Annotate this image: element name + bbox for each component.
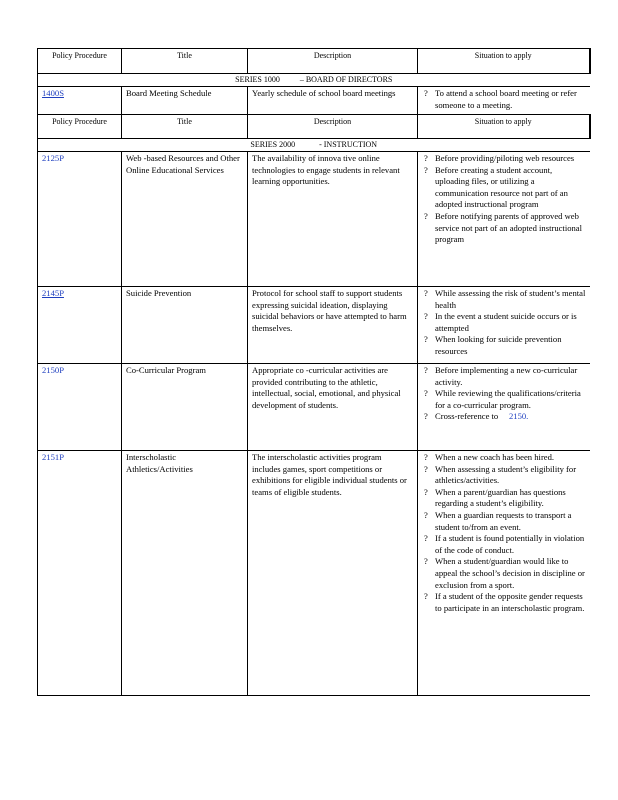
policy-code-link[interactable]: 2125P [42, 153, 64, 163]
table-row [38, 287, 590, 364]
bullet-glyph: ? [424, 533, 428, 544]
policy-description: Protocol for school staff to support students expressing suicidal ideation, displaying suicidal behaviors or have attempted to harm themselves. [248, 287, 418, 364]
situation-text: When a parent/guardian has questions regarding a student’s eligibility. [435, 486, 566, 509]
bullet-glyph: ? [424, 288, 428, 298]
policy-situations [418, 451, 590, 696]
situation-text: When looking for suicide prevention resources [435, 334, 562, 356]
policy-description: Yearly schedule of school board meetings [248, 87, 418, 115]
policy-description: The interscholastic activities program includes games, sport competitions or exhibitions for eligible individual students or teams of eligible students. [248, 451, 418, 696]
bullet-glyph: ? [424, 411, 428, 422]
policy-code-cell [38, 287, 122, 364]
situation-list [422, 365, 586, 423]
cross-reference-link[interactable]: 2150. [508, 411, 529, 422]
situation-text: While reviewing the qualifications/criteria for a co-curricular program. [435, 388, 581, 410]
situation-text: Cross-reference to [435, 411, 499, 422]
policy-code-link[interactable]: 1400S [42, 88, 64, 98]
situation-item [422, 365, 586, 388]
series-label: SERIES 1000 [235, 75, 280, 84]
policy-situations [418, 364, 590, 451]
situation-text: Before providing/piloting web resources [435, 153, 575, 163]
situation-text: While assessing the risk of student’s mental health [435, 288, 586, 310]
series-row [38, 139, 590, 152]
policy-code-link[interactable]: 2151P [42, 452, 64, 462]
series-name: BOARD OF DIRECTORS [305, 75, 393, 84]
situation-item [422, 510, 586, 533]
table-row [38, 364, 590, 451]
situation-list [422, 88, 586, 111]
bullet-glyph: ? [424, 164, 428, 175]
situation-text: When assessing a student’s eligibility for athletics/activities. [435, 463, 577, 486]
policy-title: Board Meeting Schedule [122, 87, 248, 115]
header-description: Description [248, 49, 418, 74]
policy-code-link[interactable]: 2145P [42, 288, 64, 298]
header-situation: Situation to apply [418, 49, 590, 74]
table-row [38, 451, 590, 696]
situation-item [422, 556, 586, 591]
situation-list [422, 288, 586, 358]
series-label: SERIES 2000 [250, 140, 296, 149]
policy-description: Appropriate co -curricular activities are provided contributing to the athletic, intellectual, social, emotional, and physical development of students. [248, 364, 418, 451]
situation-item [422, 288, 586, 311]
policy-table-page [37, 48, 589, 696]
policy-situations [418, 152, 590, 287]
situation-text: When a new coach has been hired. [435, 452, 555, 462]
situation-list [422, 452, 586, 614]
bullet-glyph: ? [424, 509, 428, 520]
situation-item [422, 464, 586, 487]
policy-situations [418, 287, 590, 364]
bullet-glyph: ? [424, 210, 428, 221]
policy-situations [418, 87, 590, 115]
situation-list [422, 153, 586, 246]
situation-item [422, 165, 586, 211]
bullet-glyph: ? [424, 388, 428, 399]
policy-table [37, 48, 591, 696]
bullet-glyph: ? [424, 591, 428, 602]
situation-item [422, 591, 586, 614]
situation-text: Before creating a student account, uploading files, or utilizing a communication resource not part of an adopted instructional program [435, 164, 568, 210]
bullet-glyph: ? [424, 486, 428, 497]
situation-item [422, 411, 586, 423]
header-description: Description [248, 115, 418, 139]
situation-item [422, 487, 586, 510]
policy-title: Co-Curricular Program [122, 364, 248, 451]
series-heading [38, 74, 590, 87]
series-dash: – [299, 75, 304, 84]
situation-item [422, 533, 586, 556]
situation-text: In the event a student suicide occurs or is attempted [435, 311, 577, 333]
policy-title: Suicide Prevention [122, 287, 248, 364]
table-header-row [38, 49, 590, 74]
policy-title: Interscholastic Athletics/Activities [122, 451, 248, 696]
table-row [38, 87, 590, 115]
bullet-glyph: ? [424, 452, 428, 462]
situation-text: If a student is found potentially in violation of the code of conduct. [435, 533, 585, 555]
bullet-glyph: ? [424, 311, 428, 322]
bullet-glyph: ? [424, 463, 428, 474]
situation-text: When a student/guardian would like to appeal the school’s decision in discipline or exclusion from a sport. [435, 556, 585, 590]
situation-item [422, 334, 586, 357]
policy-title: Web -based Resources and Other Online Educational Services [122, 152, 248, 287]
header-policy: Policy Procedure [38, 115, 122, 139]
policy-code-cell [38, 87, 122, 115]
series-name: INSTRUCTION [323, 140, 378, 149]
series-dash: - [319, 140, 322, 149]
policy-code-link[interactable]: 2150P [42, 365, 64, 375]
situation-item [422, 88, 586, 111]
situation-text: To attend a school board meeting or refer someone to a meeting. [435, 88, 577, 110]
policy-code-cell [38, 364, 122, 451]
bullet-glyph: ? [424, 365, 428, 375]
situation-item [422, 211, 586, 246]
situation-text: When a guardian requests to transport a student to/from an event. [435, 509, 572, 532]
table-header-row [38, 115, 590, 139]
table-row [38, 152, 590, 287]
policy-code-cell [38, 451, 122, 696]
situation-item [422, 153, 586, 165]
policy-code-cell [38, 152, 122, 287]
header-title: Title [122, 115, 248, 139]
situation-item [422, 311, 586, 334]
header-situation: Situation to apply [418, 115, 590, 139]
bullet-glyph: ? [424, 88, 428, 98]
header-title: Title [122, 49, 248, 74]
situation-item [422, 388, 586, 411]
bullet-glyph: ? [424, 153, 428, 163]
situation-text: If a student of the opposite gender requests to participate in an interscholastic program. [435, 591, 585, 613]
situation-text: Before implementing a new co-curricular activity. [435, 365, 578, 387]
situation-item [422, 452, 586, 464]
series-heading [38, 139, 590, 152]
bullet-glyph: ? [424, 334, 428, 345]
bullet-glyph: ? [424, 556, 428, 567]
header-policy: Policy Procedure [38, 49, 122, 74]
policy-description: The availability of innova tive online technologies to engage students in relevant learning opportunities. [248, 152, 418, 287]
series-row [38, 74, 590, 87]
situation-text: Before notifying parents of approved web service not part of an adopted instructional program [435, 210, 583, 245]
